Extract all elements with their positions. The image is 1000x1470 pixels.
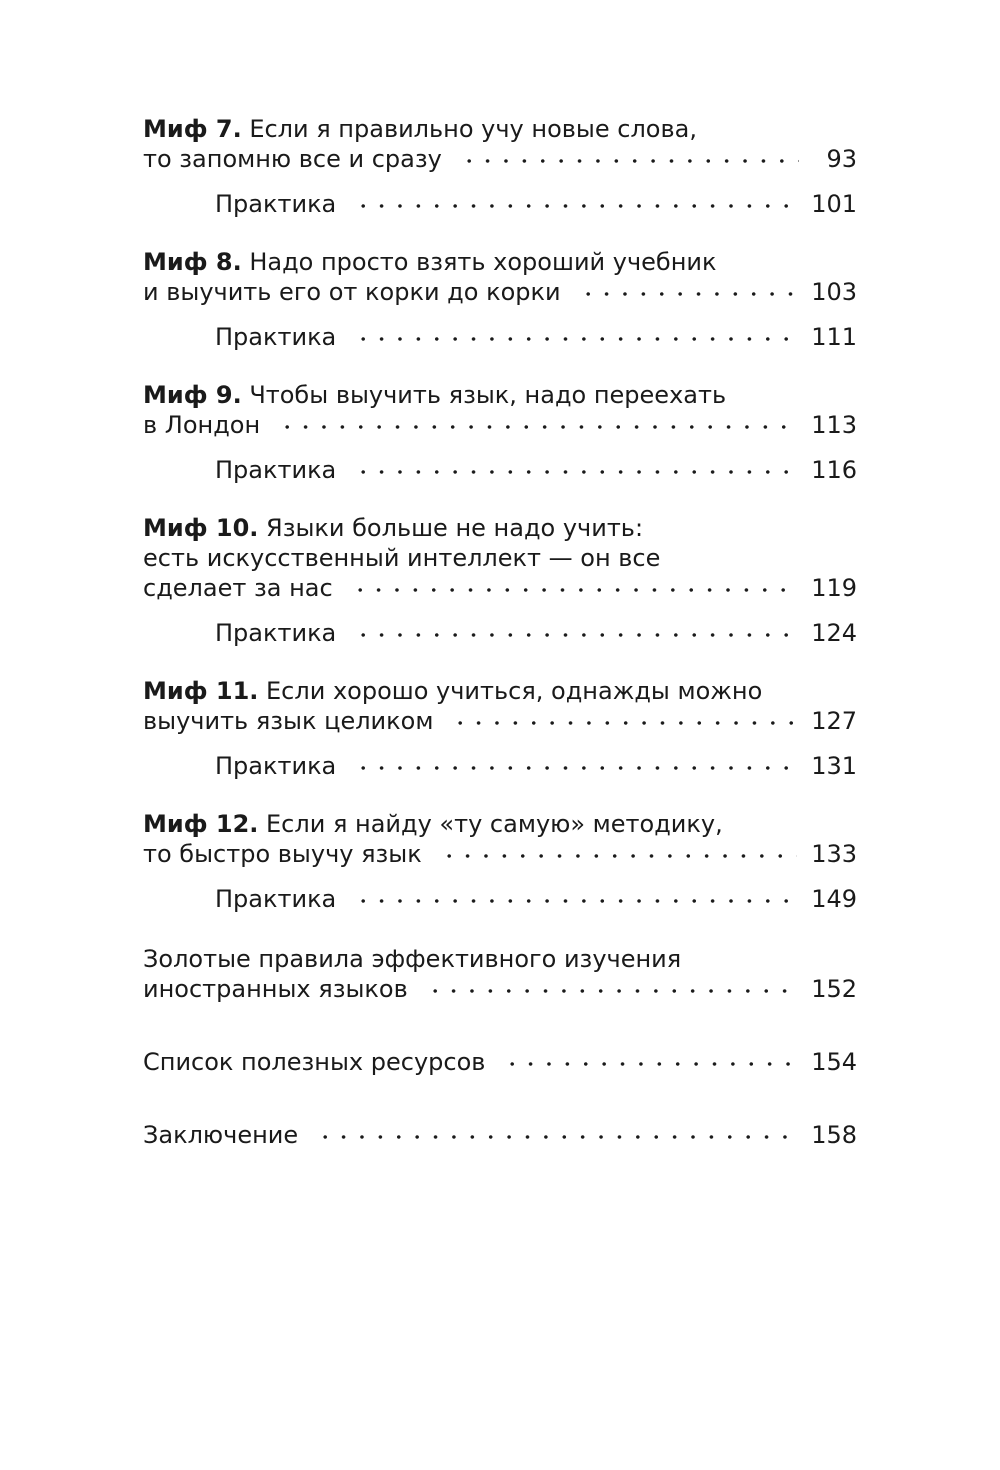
practice-label: Практика	[215, 323, 337, 351]
entry-title: Заключение	[143, 1121, 299, 1149]
page-number: 131	[811, 752, 857, 780]
dot-leader	[579, 292, 798, 296]
page-number: 111	[811, 323, 857, 351]
dot-leader	[426, 989, 797, 993]
myth-label: Миф 12.	[143, 810, 259, 838]
myth-label: Миф 9.	[143, 381, 242, 409]
myth-title: Надо просто взять хороший учебник	[241, 248, 717, 276]
practice-label: Практика	[215, 752, 337, 780]
dot-leader	[460, 159, 799, 163]
entry-title: Список полезных ресурсов	[143, 1048, 486, 1076]
myth-title: Если я правильно учу новые слова,	[241, 115, 697, 143]
toc-entry-myth-11[interactable]	[143, 676, 857, 781]
myth-title: Если я найду «ту самую» методику,	[258, 810, 723, 838]
myth-label: Миф 10.	[143, 514, 259, 542]
myth-title-end: выучить язык целиком	[143, 707, 434, 735]
practice-label: Практика	[215, 619, 337, 647]
dot-leader	[354, 766, 797, 770]
dot-leader	[278, 425, 797, 429]
toc-subentry-practice[interactable]	[143, 455, 857, 485]
toc-entry-myth-9[interactable]	[143, 380, 857, 485]
toc-subentry-practice[interactable]	[143, 618, 857, 648]
toc-entry-resources[interactable]	[143, 1047, 857, 1077]
myth-label: Миф 7.	[143, 115, 242, 143]
toc-subentry-practice[interactable]	[143, 884, 857, 914]
page-number: 116	[811, 456, 857, 484]
myth-title: Чтобы выучить язык, надо переехать	[241, 381, 727, 409]
dot-leader	[503, 1062, 797, 1066]
page-number: 119	[811, 574, 857, 602]
practice-label: Практика	[215, 190, 337, 218]
dot-leader	[440, 854, 797, 858]
dot-leader	[354, 204, 797, 208]
dot-leader	[354, 899, 797, 903]
toc-entry-conclusion[interactable]	[143, 1120, 857, 1150]
myth-title-cont: есть искусственный интеллект — он все	[143, 544, 661, 572]
toc-subentry-practice[interactable]	[143, 322, 857, 352]
page-number: 103	[811, 278, 857, 306]
dot-leader	[354, 337, 797, 341]
dot-leader	[354, 470, 797, 474]
myth-title-end: то быстро выучу язык	[143, 840, 422, 868]
myth-title: Языки больше не надо учить:	[258, 514, 644, 542]
dot-leader	[451, 721, 797, 725]
toc-entry-golden-rules[interactable]	[143, 944, 857, 1004]
myth-title-end: в Лондон	[143, 411, 261, 439]
page-number: 158	[811, 1121, 857, 1149]
practice-label: Практика	[215, 885, 337, 913]
toc-subentry-practice[interactable]	[143, 189, 857, 219]
entry-title: Золотые правила эффективного изучения	[143, 945, 682, 973]
myth-title: Если хорошо учиться, однажды можно	[258, 677, 763, 705]
dot-leader	[316, 1135, 797, 1139]
myth-title-end: сделает за нас	[143, 574, 333, 602]
page-number: 133	[811, 840, 857, 868]
toc-entry-myth-10[interactable]	[143, 513, 857, 648]
page-number: 149	[811, 885, 857, 913]
page-number: 101	[811, 190, 857, 218]
page-number: 154	[811, 1048, 857, 1076]
toc-entry-myth-12[interactable]	[143, 809, 857, 914]
dot-leader	[354, 633, 797, 637]
toc-subentry-practice[interactable]	[143, 751, 857, 781]
page-number: 127	[811, 707, 857, 735]
table-of-contents	[143, 114, 857, 1150]
entry-title-end: иностранных языков	[143, 975, 408, 1003]
page-number: 93	[826, 145, 857, 173]
toc-entry-myth-7[interactable]	[143, 114, 857, 219]
myth-label: Миф 8.	[143, 248, 242, 276]
myth-title-end: то запомню все и сразу	[143, 145, 442, 173]
practice-label: Практика	[215, 456, 337, 484]
myth-title-end: и выучить его от корки до корки	[143, 278, 561, 306]
dot-leader	[351, 588, 798, 592]
page-number: 113	[811, 411, 857, 439]
myth-label: Миф 11.	[143, 677, 259, 705]
toc-entry-myth-8[interactable]	[143, 247, 857, 352]
page-number: 152	[811, 975, 857, 1003]
page-number: 124	[811, 619, 857, 647]
